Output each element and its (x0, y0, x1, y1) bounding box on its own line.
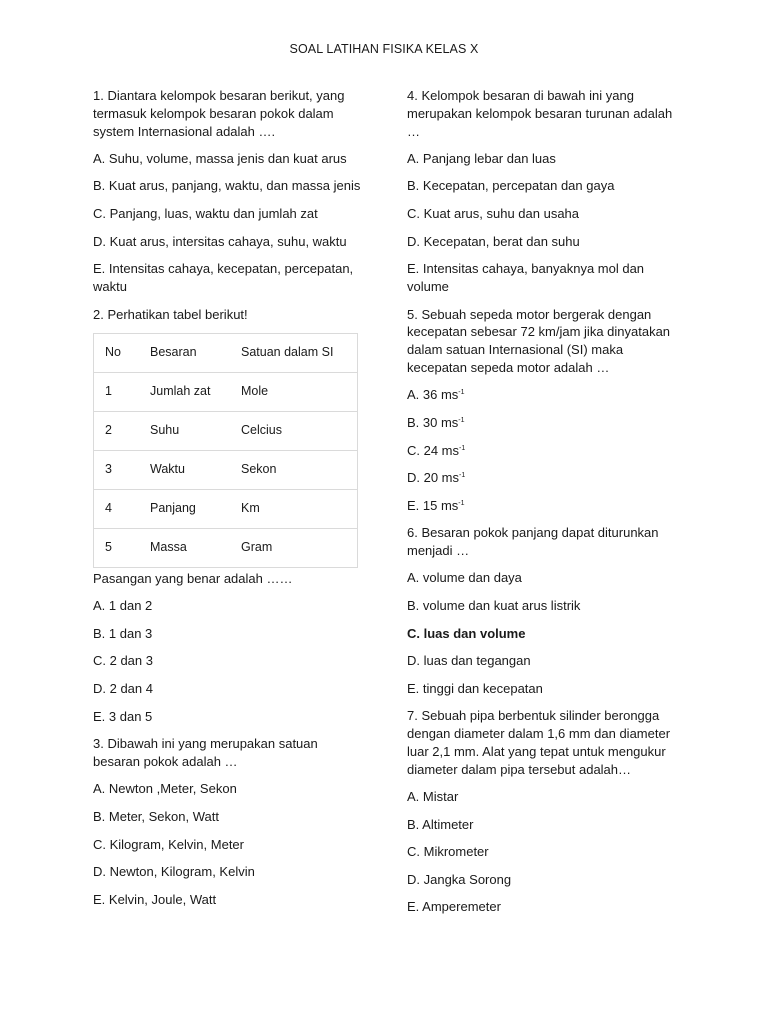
table-cell: 5 (94, 528, 140, 567)
answer-option: C. Mikrometer (407, 844, 489, 860)
option-text: C. 24 ms (407, 442, 460, 458)
unit-exponent: -1 (458, 499, 465, 507)
answer-option: A. 1 dan 2 (93, 598, 153, 614)
question-text: 7. Sebuah pipa berbentuk silinder berongga dengan diameter dalam 1,6 mm dan diameter luar 2,1 mm. Alat yang tepat untuk mengukur diameter dalam pipa tersebut adalah… (407, 708, 671, 777)
question-text: 6. Besaran pokok panjang dapat diturunkan menjadi … (407, 525, 659, 559)
answer-option: B. Meter, Sekon, Watt (93, 808, 219, 824)
table-header-cell: No (94, 333, 140, 372)
answer-option: A. Mistar (407, 789, 459, 805)
answer-option: C. 2 dan 3 (93, 653, 153, 669)
table-header-cell: Satuan dalam SI (230, 333, 358, 372)
answer-option: E. 3 dan 5 (93, 708, 153, 724)
answer-option: E. Intensitas cahaya, banyaknya mol dan volume (407, 261, 645, 295)
answer-option: A. Suhu, volume, massa jenis dan kuat arus (93, 150, 347, 166)
question-text: 2. Perhatikan tabel berikut! (93, 306, 248, 322)
answer-option: A. volume dan daya (407, 570, 522, 586)
table-cell: Mole (230, 372, 358, 411)
answer-option (407, 442, 682, 460)
table-cell: 4 (94, 489, 140, 528)
si-units-table (93, 333, 358, 568)
table-cell: Jumlah zat (139, 372, 230, 411)
question-5 (407, 306, 682, 515)
right-column (407, 87, 682, 926)
answer-option: E. Kelvin, Joule, Watt (93, 891, 217, 907)
table-cell: Km (230, 489, 358, 528)
table-row (94, 411, 358, 450)
answer-option: D. Kuat arus, intersitas cahaya, suhu, waktu (93, 233, 347, 249)
table-row (94, 528, 358, 567)
answer-option: D. 2 dan 4 (93, 681, 153, 697)
answer-option: D. Jangka Sorong (407, 871, 512, 887)
answer-option: D. Newton, Kilogram, Kelvin (93, 864, 255, 880)
answer-option: C. Kilogram, Kelvin, Meter (93, 836, 244, 852)
table-cell: Massa (139, 528, 230, 567)
answer-option: E. Amperemeter (407, 899, 501, 915)
question-6 (407, 524, 682, 697)
table-row (94, 489, 358, 528)
table-cell: 2 (94, 411, 140, 450)
question-3 (93, 735, 368, 908)
left-column (93, 87, 368, 918)
answer-option: E. Intensitas cahaya, kecepatan, percepatan, waktu (93, 261, 354, 295)
unit-exponent: -1 (458, 416, 465, 424)
table-cell: 3 (94, 450, 140, 489)
answer-option (407, 386, 682, 404)
answer-option-bold: C. luas dan volume (407, 625, 526, 641)
option-text: E. 15 ms (407, 497, 459, 513)
answer-option: A. Newton ,Meter, Sekon (93, 781, 237, 797)
table-header-cell: Besaran (139, 333, 230, 372)
answer-option: C. Panjang, luas, waktu dan jumlah zat (93, 206, 318, 222)
answer-option: B. Altimeter (407, 816, 474, 832)
question-text: 4. Kelompok besaran di bawah ini yang merupakan kelompok besaran turunan adalah … (407, 88, 673, 139)
answer-option: D. Kecepatan, berat dan suhu (407, 233, 580, 249)
option-text: A. 36 ms (407, 387, 459, 403)
table-cell: Gram (230, 528, 358, 567)
question-4 (407, 87, 682, 296)
table-row (94, 372, 358, 411)
question-text: 5. Sebuah sepeda motor bergerak dengan kecepatan sebesar 72 km/jam jika dinyatakan dalam satuan Internasional (SI) maka kecepatan sepeda motor adalah … (407, 306, 671, 376)
question-text: 3. Dibawah ini yang merupakan satuan besaran pokok adalah … (93, 736, 318, 770)
table-cell: Suhu (139, 411, 230, 450)
answer-option: B. Kecepatan, percepatan dan gaya (407, 178, 615, 194)
unit-exponent: -1 (459, 444, 466, 452)
table-cell: Waktu (139, 450, 230, 489)
answer-option: B. 1 dan 3 (93, 625, 153, 641)
question-2 (93, 306, 368, 726)
table-cell: Sekon (230, 450, 358, 489)
table-cell: 1 (94, 372, 140, 411)
answer-option: A. Panjang lebar dan luas (407, 150, 556, 166)
table-header-row (94, 333, 358, 372)
table-cell: Panjang (139, 489, 230, 528)
unit-exponent: -1 (459, 472, 466, 480)
answer-option (407, 414, 682, 432)
answer-option: D. luas dan tegangan (407, 653, 531, 669)
option-text: D. 20 ms (407, 470, 460, 486)
answer-option: E. tinggi dan kecepatan (407, 680, 543, 696)
option-text: B. 30 ms (407, 414, 459, 430)
table-cell: Celcius (230, 411, 358, 450)
page-title: SOAL LATIHAN FISIKA KELAS X (289, 42, 479, 56)
answer-option: B. volume dan kuat arus listrik (407, 598, 581, 613)
answer-option (407, 469, 682, 487)
answer-option (407, 497, 682, 515)
question-prompt: Pasangan yang benar adalah …… (93, 570, 293, 586)
answer-option: B. Kuat arus, panjang, waktu, dan massa jenis (93, 178, 361, 194)
unit-exponent: -1 (458, 389, 465, 397)
question-text: 1. Diantara kelompok besaran berikut, yang termasuk kelompok besaran pokok dalam system Internasional adalah …. (93, 88, 345, 139)
question-1 (93, 87, 368, 296)
answer-option: C. Kuat arus, suhu dan usaha (407, 206, 580, 222)
table-row (94, 450, 358, 489)
question-7 (407, 707, 682, 916)
